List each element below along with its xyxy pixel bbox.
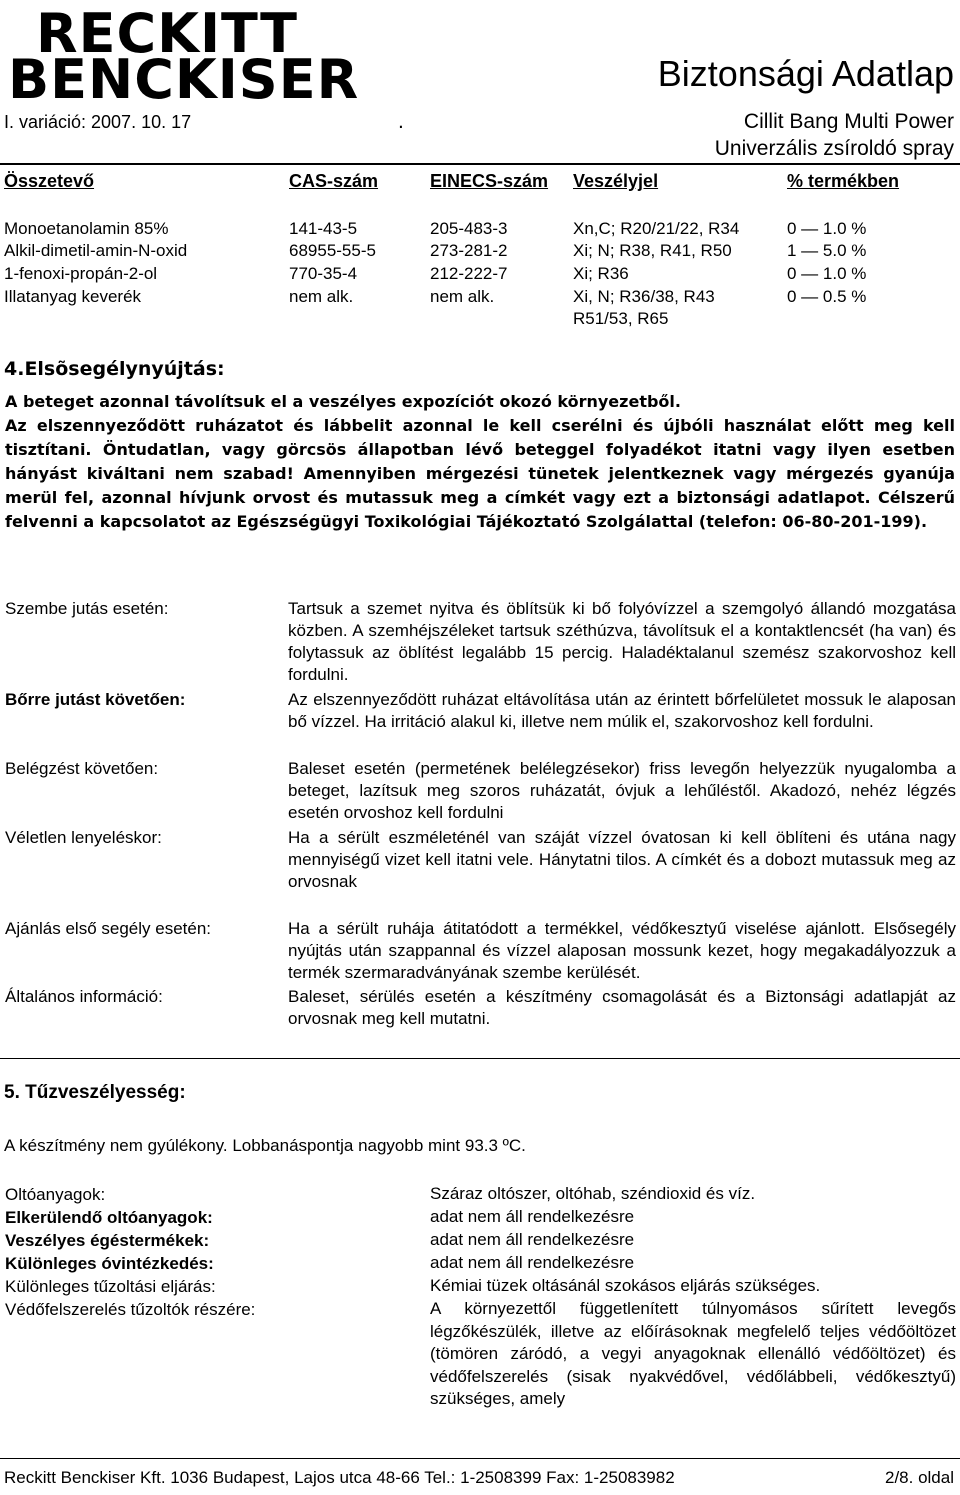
fire-text-extinguishers: Száraz oltószer, oltóhab, széndioxid és víz. [430, 1184, 756, 1203]
logo-line-1: RECKITT [36, 2, 298, 65]
section-divider [0, 1058, 960, 1059]
fire-label-equipment: Védőfelszerelés tűzoltók részére: [5, 1300, 256, 1319]
table-cell: Xi; R36 [573, 264, 629, 283]
fire-text-avoid: adat nem áll rendelkezésre [430, 1207, 635, 1226]
table-cell-continuation: R51/53, R65 [573, 309, 669, 328]
document-title: Biztonsági Adatlap [657, 53, 954, 94]
table-cell: 0 — 0.5 % [787, 287, 867, 306]
first-aid-intro-paragraph: Az elszennyeződött ruházatot és lábbelit azonnal le kell cserélni és újbóli használat előtt meg kell tisztítani. Öntudatlan, vagy görcsös állapotban lévő beteggel folyadékot itatni vagy ilyen esetben hányást kiváltani nem szabad! Amennyiben mérgezési tünetek jelentkeznek vagy mérgezés gyanúja merül fel, azonnal hívjunk orvost és mutassuk meg a címkét vagy ezt a biztonsági adatlapot. Célszerű felvenni a kapcsolatot az Egészségügyi Toxikológiai Tájékoztató Szolgálattal (telefon: 06-80-201-199). [5, 416, 955, 531]
first-aid-label-skin: Bőrre jutást követően: [5, 690, 186, 709]
table-cell: 0 — 1.0 % [787, 219, 867, 238]
flammability-statement: A készítmény nem gyúlékony. Lobbanáspontja nagyobb mint 93.3 ºC. [4, 1136, 526, 1155]
fire-label-precaution: Különleges óvintézkedés: [5, 1254, 214, 1273]
col-header-cas: CAS-szám [289, 171, 379, 191]
footer-company-info: Reckitt Benckiser Kft. 1036 Budapest, Lajos utca 48-66 Tel.: 1-2508399 Fax: 1-25083982 [4, 1468, 675, 1487]
table-cell: 141-43-5 [289, 219, 358, 238]
company-logo [8, 2, 360, 111]
first-aid-text-general: Baleset, sérülés esetén a készítmény csomagolását és a Biztonsági adatlapját az orvosnak meg kell mutatni. [288, 987, 956, 1028]
first-aid-text-skin: Az elszennyeződött ruházat eltávolítása után az érintett bőrfelületet mossuk le alaposan bő vízzel. Ha irritáció alakul ki, illetve nem múlik el, szakorvoshoz kell fordulni. [288, 690, 956, 731]
table-cell: Xi; N; R38, R41, R50 [573, 241, 732, 260]
fire-label-avoid: Elkerülendő oltóanyagok: [5, 1208, 213, 1227]
table-cell: 273-281-2 [430, 241, 508, 260]
table-cell: Xi, N; R36/38, R43 [573, 287, 715, 306]
header-dot: . [398, 110, 404, 133]
fire-text-precaution: adat nem áll rendelkezésre [430, 1253, 635, 1272]
first-aid-text-eye: Tartsuk a szemet nyitva és öblítsük ki bő folyóvízzel a szemgolyó állandó mozgatása közben. A szemhéjszéleket tartsuk széthúzva, távolítsuk el a kontaktlencsét (ha van) és folytassuk az öblítést legalább 15 percig. Haladéktalanul szemész szakorvoshoz kell fordulni. [288, 599, 956, 684]
first-aid-label-eye: Szembe jutás esetén: [5, 599, 169, 618]
col-header-einecs: EINECS-szám [430, 171, 549, 191]
first-aid-label-recommendation: Ajánlás első segély esetén: [5, 919, 212, 938]
product-subtitle: Univerzális zsíroldó spray [714, 137, 954, 160]
fire-text-procedure: Kémiai tüzek oltásánál szokásos eljárás szükséges. [430, 1276, 821, 1295]
table-cell: 0 — 1.0 % [787, 264, 867, 283]
header-divider [0, 163, 960, 165]
logo-line-2: BENCKISER [8, 48, 360, 111]
fire-text-combustion: adat nem áll rendelkezésre [430, 1230, 635, 1249]
version-date: I. variáció: 2007. 10. 17 [4, 112, 192, 132]
table-cell: Alkil-dimetil-amin-N-oxid [4, 241, 188, 260]
section-5-title: 5. Tűzveszélyesség: [4, 1082, 186, 1103]
table-cell: 1-fenoxi-propán-2-ol [4, 264, 158, 283]
col-header-component: Összetevő [4, 171, 95, 191]
fire-label-extinguishers: Oltóanyagok: [5, 1185, 106, 1204]
table-cell: 1 — 5.0 % [787, 241, 867, 260]
section-4-title: 4.Elsõsegélynyújtás: [4, 358, 225, 380]
footer-page-number: 2/8. oldal [885, 1468, 954, 1487]
first-aid-label-inhalation: Belégzést követően: [5, 759, 159, 778]
table-cell: Monoetanolamin 85% [4, 219, 169, 238]
product-name: Cillit Bang Multi Power [743, 110, 954, 133]
table-cell: 212-222-7 [430, 264, 508, 283]
table-cell: 68955-55-5 [289, 241, 376, 260]
fire-label-combustion: Veszélyes égéstermékek: [5, 1231, 210, 1250]
table-cell: 770-35-4 [289, 264, 358, 283]
footer-divider [0, 1458, 960, 1459]
first-aid-label-general: Általános információ: [5, 987, 163, 1006]
first-aid-text-ingestion: Ha a sérült eszméleténél van száját vízzel óvatosan ki kell öblíteni és utána nagy mennyiségű vizet kell itatni vele. Hánytatni tilos. A címkét és a dobozt mutassuk meg az orvosnak [288, 828, 956, 891]
col-header-hazard: Veszélyjel [573, 171, 659, 191]
first-aid-intro-line: A beteget azonnal távolítsuk el a veszélyes expozíciót okozó környezetből. [5, 392, 681, 411]
fire-text-equipment: A környezettől függetlenített túlnyomásos sűrített levegős légzőkészülék, illetve az előírásoknak megfelelő teljes védőöltözet (tömören záródó, a vegyi anyagoknak ellenálló védőöltözet) és védőfelszerelés (sisak nyakvédővel, védőlábbeli, védőkesztyű) szükséges, amely [430, 1299, 956, 1408]
table-cell: nem alk. [430, 287, 495, 306]
fire-label-procedure: Különleges tűzoltási eljárás: [5, 1277, 216, 1296]
col-header-percent: % termékben [787, 171, 900, 191]
first-aid-text-inhalation: Baleset esetén (permetének belélegzésekor) friss levegőn helyezzük nyugalomba a beteget, lazítsuk meg szoros ruházatát, óvjuk a lehűléstől. Akadozó, nehéz légzés esetén orvoshoz kell fordulni [288, 759, 956, 822]
first-aid-text-recommendation: Ha a sérült ruhája átitatódott a termékkel, védőkesztyű viselése ajánlott. Elsősegély nyújtás után szappannal és vízzel alaposan mossunk kezet, hogy megakadályozzuk a termék szermaradványának szembe kerülését. [288, 919, 956, 982]
table-cell: 205-483-3 [430, 219, 508, 238]
first-aid-label-ingestion: Véletlen lenyeléskor: [5, 828, 162, 847]
table-cell: Illatanyag keverék [4, 287, 142, 306]
table-cell: Xn,C; R20/21/22, R34 [573, 219, 740, 238]
first-aid-intro [5, 390, 955, 534]
table-cell: nem alk. [289, 287, 354, 306]
